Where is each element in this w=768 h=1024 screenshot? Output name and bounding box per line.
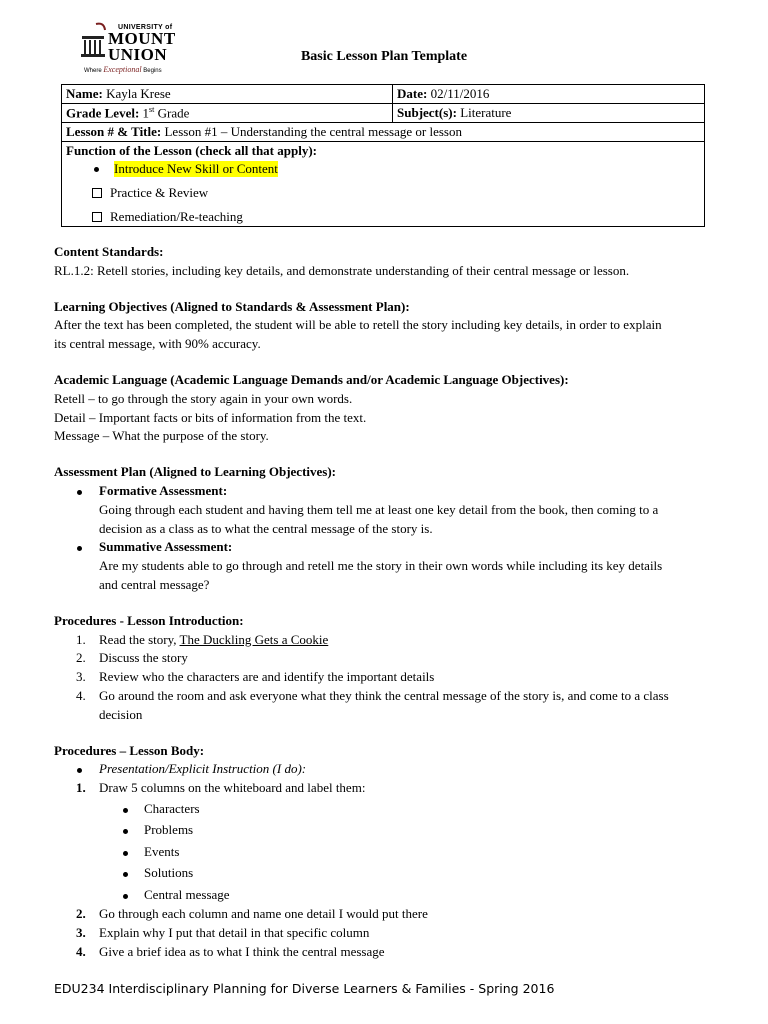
vocab-item: Detail – Important facts or bits of information from the text. (54, 409, 367, 425)
academic-language-heading: Academic Language (Academic Language Demands and/or Academic Language Objectives): (54, 371, 569, 387)
bullet-icon (77, 768, 82, 773)
presentation-list (54, 760, 714, 779)
list-item: 2. Discuss the story (76, 650, 188, 666)
tagline-where: Where (84, 68, 102, 74)
body-heading: Procedures – Lesson Body: (54, 742, 205, 758)
vocab-item: Retell – to go through the story again in your own words. (54, 390, 353, 406)
intro-steps (54, 631, 714, 725)
document-body (54, 243, 714, 962)
name-value: Kayla Krese (106, 86, 171, 101)
date-value: 02/11/2016 (430, 86, 490, 101)
logo-tagline (84, 65, 162, 74)
bullet-icon (123, 808, 128, 813)
intro-heading: Procedures - Lesson Introduction: (54, 612, 244, 628)
learning-objectives-text: After the text has been completed, the student will be able to retell the story including key details, in order to explain (54, 317, 662, 333)
lesson-title-cell: Lesson # & Title: Lesson #1 – Understanding the central message or lesson (62, 123, 705, 142)
logo-university: UNIVERSITY of (118, 24, 173, 31)
logo-mount: MOUNT (108, 29, 176, 48)
learning-objectives-heading: Learning Objectives (Aligned to Standards & Assessment Plan): (54, 298, 410, 314)
logo-union: UNION (108, 45, 168, 64)
lesson-header-table (61, 84, 705, 227)
function-item: Remediation/Re-teaching (94, 209, 700, 225)
list-item: Solutions (54, 862, 714, 884)
university-logo (78, 18, 188, 76)
body-steps (54, 779, 714, 798)
learning-objectives-text: its central message, with 90% accuracy. (54, 336, 261, 352)
name-cell: Name: Kayla Krese (62, 85, 393, 104)
function-cell (62, 142, 705, 227)
page-title: Basic Lesson Plan Template (300, 49, 468, 64)
function-item: Introduce New Skill or Content (94, 161, 700, 177)
tagline-begins: Begins (143, 68, 162, 74)
list-item: Formative Assessment: (54, 482, 714, 501)
function-heading: Function of the Lesson (check all that apply): (66, 143, 317, 159)
vocab-item: Message – What the purpose of the story. (54, 428, 269, 444)
list-item: Events (54, 841, 714, 863)
checkbox-icon (92, 188, 102, 198)
assessment-heading: Assessment Plan (Aligned to Learning Objectives): (54, 464, 337, 480)
function-item: Practice & Review (94, 185, 700, 201)
list-item: 1. Read the story, The Duckling Gets a Cookie (76, 631, 329, 647)
bullet-icon (77, 490, 82, 495)
list-item: 3. Review who the characters are and identify the important details (76, 669, 435, 685)
list-item: 3. Explain why I put that detail in that specific column (76, 925, 370, 941)
checkbox-icon (92, 212, 102, 222)
function-list (66, 161, 700, 225)
list-item: and central message? (99, 576, 210, 592)
subject-value: Literature (460, 105, 512, 120)
list-item: Presentation/Explicit Instruction (I do): (54, 760, 714, 779)
list-item: Are my students able to go through and retell me the story in their own words while including its key details (99, 558, 663, 574)
list-item: 2. Go through each column and name one detail I would put there (76, 906, 428, 922)
content-standards-text: RL.1.2: Retell stories, including key details, and demonstrate understanding of their central message or lesson. (54, 262, 630, 278)
date-cell: Date: 02/11/2016 (393, 85, 705, 104)
subject-cell: Subject(s): Literature (393, 104, 705, 123)
content-standards-heading: Content Standards: (54, 244, 164, 259)
bullet-icon (123, 872, 128, 877)
list-item: Summative Assessment: (54, 538, 714, 557)
bullet-icon (94, 167, 99, 172)
list-item: 4. Go around the room and ask everyone what they think the central message of the story is, and come to a class (76, 687, 669, 703)
bullet-icon (77, 546, 82, 551)
page-footer: EDU234 Interdisciplinary Planning for Diverse Learners & Families - Spring 2016 (54, 981, 555, 996)
bullet-icon (123, 829, 128, 834)
list-item: Problems (54, 819, 714, 841)
body-steps-cont (54, 905, 714, 961)
grade-cell: Grade Level: 1st Grade (62, 104, 393, 123)
list-item: Going through each student and having them tell me at least one key detail from the book, then coming to a (99, 501, 659, 517)
list-item: 1. Draw 5 columns on the whiteboard and label them: (76, 780, 366, 796)
list-item: decision (99, 706, 143, 722)
lesson-title-value: Lesson #1 – Understanding the central message or lesson (164, 124, 462, 140)
tagline-exceptional: Exceptional (103, 65, 142, 74)
book-title: The Duckling Gets a Cookie (179, 631, 329, 647)
list-item: Characters (54, 798, 714, 820)
column-list (54, 798, 714, 906)
list-item: Central message (54, 884, 714, 906)
bullet-icon (123, 894, 128, 899)
list-item: decision as a class as to what the central message of the story is. (99, 520, 433, 536)
assessment-list (54, 482, 714, 595)
bullet-icon (123, 851, 128, 856)
list-item: 4. Give a brief idea as to what I think the central message (76, 944, 385, 960)
